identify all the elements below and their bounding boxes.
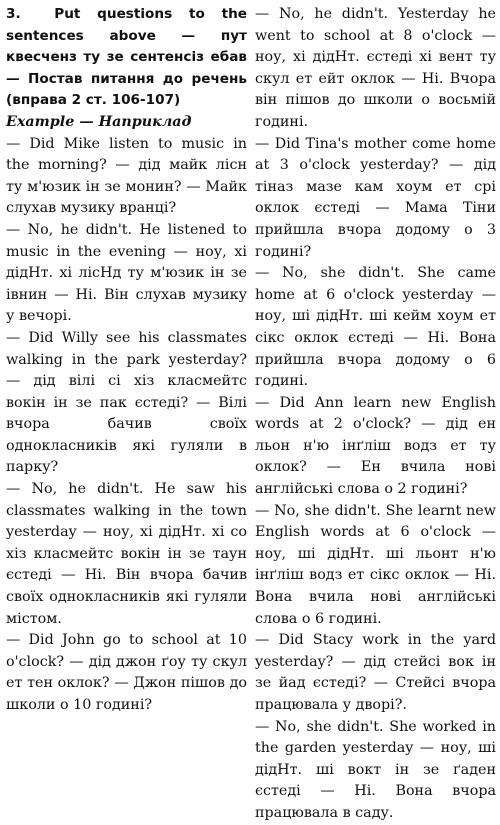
exercise-title: Put questions to the sentences above — пут квесченз ту зе сентенсіз ебав — Постав питання до речень (вправа 2 ст. 106-107) [6,6,247,109]
paragraph: — No, she didn't. She worked in the garden yesterday — ноу, ші дідНт. ші вокт ін зе ґаден єстеді — Ні. Вона вчора працювала в саду. [255,718,496,821]
paragraph: — No, she didn't. She came home at 6 o'clock yesterday — ноу, ші дідНт. ші кейм хоум ет сікс оклок єстеді — Ні. Вона прийшла вчора додому о 6 годині. [255,265,496,390]
paragraph: — Did Willy see his classmates walking in the park yesterday? — дід вілі сі хіз класмейтс вокін ін зе пак єстеді? — Вілі вчора бачив своїх однокласників які гуляли в парку? [6,329,247,476]
paragraph: — No, he didn't. Yesterday he went to school at 8 o'clock — ноу, хі дідНт. єстеді хі вент ту скул ет ейт оклок — Ні. Вчора він пішов до школи о восьмій годині. [255,6,496,130]
exercise-heading [6,4,247,112]
paragraph: — No, he didn't. He saw his classmates walking in the town yesterday — ноу, хі дідНт. хі со хіз класмейтс вокін ін зе таун єстеді — Ні. Він вчора бачив своїх однокласників які гуляли містом. [6,481,247,627]
paragraph: — No, she didn't. She learnt new English words at 6 o'clock — ноу, ші дідНт. ші льонт н'ю інґліш водз ет сікс оклок — Ні. Вона вчила нові англійські слова о 6 годині. [255,502,496,627]
exercise-number: 3. [6,6,21,22]
paragraph: — Did Stacy work in the yard yesterday? — дід стейсі вок ін зе йад єстеді? — Стейсі вчора працювала у дворі?. [255,632,496,713]
paragraph: — Did Tina's mother come home at 3 o'clock yesterday? — дід тіназ мазе кам хоум ет срі оклок єстеді — Мама Тіни прийшла вчора додому о 3 годині? [255,135,496,260]
paragraph: — No, he didn't. He listened to music in the evening — ноу, хі дідНт. хі лісНд ту м'юзик ін зе івнин — Ні. Він слухав музику у вечорі. [6,221,247,325]
left-column [4,4,247,790]
example-label: Example — Наприклад [6,113,192,130]
right-column [253,4,496,821]
paragraph: — Did Ann learn new English words at 2 o'clock? — дід ен льон н'ю інґліш водз ет ту оклок? — Ен вчила нові англійські слова о 2 годині? [255,394,496,498]
paragraph: — Did Mike listen to music in the morning? — дід майк лісн ту м'юзик ін зе монин? — Майк слухав музику вранці? [6,135,247,217]
paragraph: — Did John go to school at 10 o'clock? — дід джон ґоу ту скул ет тен оклок? — Джон пішов до школи о 10 годині? [6,632,247,713]
